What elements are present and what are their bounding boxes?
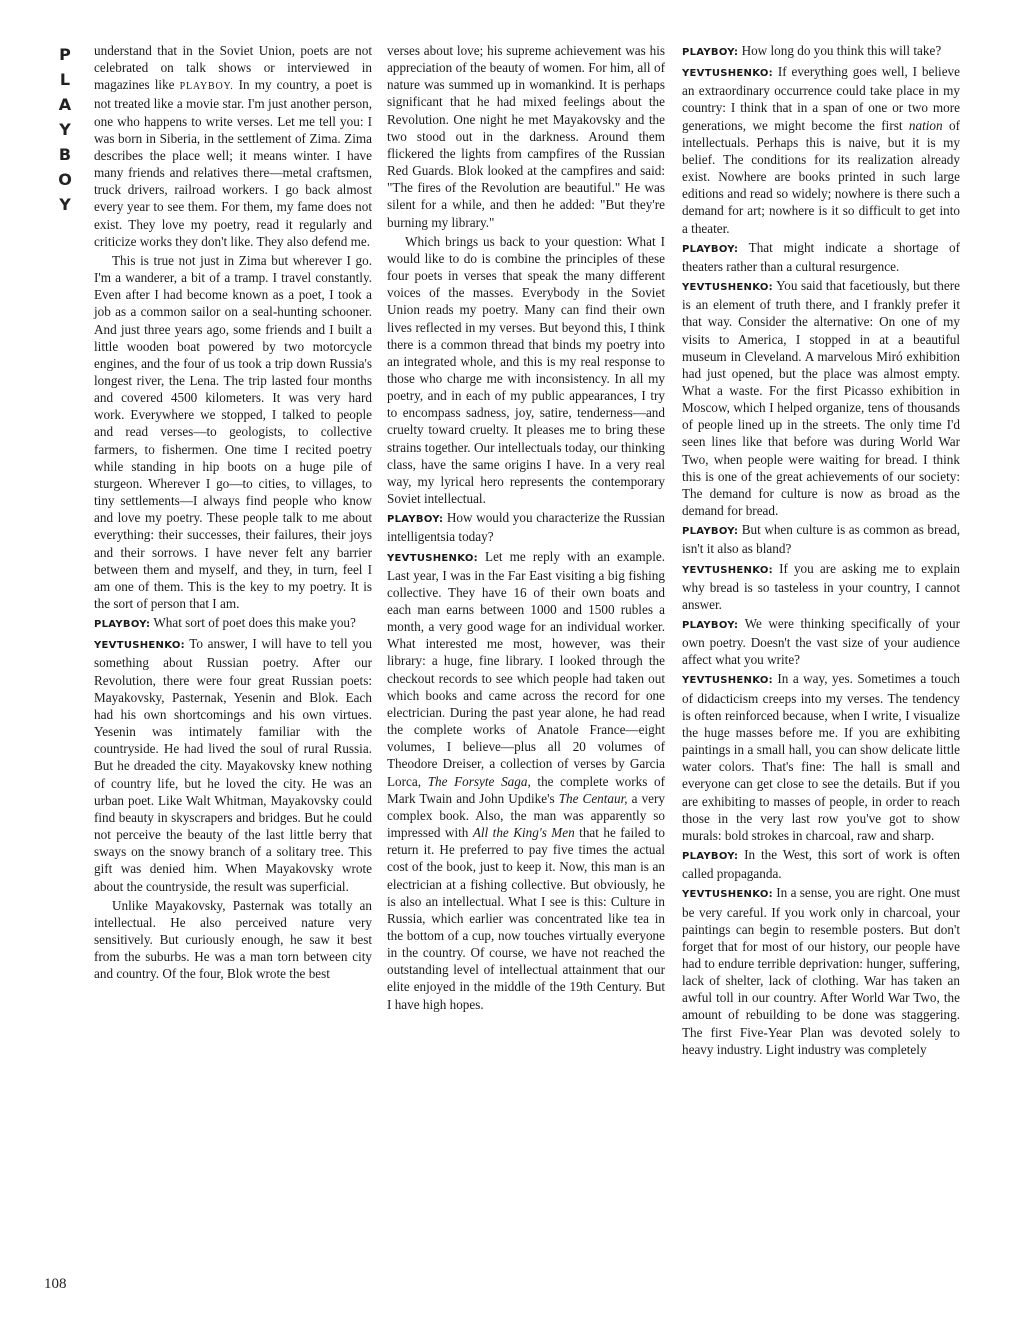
answer [682,63,960,237]
page-number: 108 [44,1276,67,1292]
answer [682,884,960,1058]
answer-text: a very complex book. Also, the man was apparently so impressed with [387,790,666,841]
question [682,521,960,557]
speaker-label: PLAYBOY: [682,243,739,255]
speaker-label: YEVTUSHENKO: [682,564,773,576]
answer [387,548,665,1013]
answer-text: If you are asking me to explain why bread is so tasteless in your country, I cannot answer. [682,560,961,612]
book-title: The Forsyte Saga, [427,773,531,789]
speaker-label: YEVTUSHENKO: [682,675,773,687]
speaker-label: YEVTUSHENKO: [94,640,185,652]
question [682,615,960,668]
logo-letter: P [59,45,71,64]
question [682,846,960,882]
answer [682,670,960,844]
answer [682,277,960,519]
logo-letter: B [58,145,72,164]
text-column-3 [682,42,960,1058]
logo-letter: Y [59,120,71,139]
speaker-label: YEVTUSHENKO: [682,68,773,80]
text-column-1 [94,42,372,982]
logo-letter: O [58,170,72,189]
speaker-label: PLAYBOY: [682,620,739,631]
text-column-2 [387,42,665,1013]
text-run: In my country, a poet is not treated like a movie star. I'm just another person, one who happens to write verses. Let me tell you: I was born in Siberia, in the settlement of Zima. Zima describes the place well; it means winter. I have many friends and relatives there—metal craftsmen, truck drivers, railroad workers. I go back almost every year to see them. For them, my fame does not exist. They love my poetry, read it regularly and criticize works they don't like. They also defend me. [94,77,373,249]
answer-text: To answer, I will have to tell you something about Russian poetry. After our Revolution, there were four great Russian poets: Mayakovsky, Pasternak, Yesenin and Blok. Each had his own shortcomings and his own virtues. Yesenin was intimately familiar with the countryside. He had lived the soul of rural Russia. But he dreaded the city. Mayakovsky knew nothing of country life, but he loved the city. He was an urban poet. Like Walt Whitman, Mayakovsky could find beauty in skyscrapers and bridges. But he could not perceive the beauty of the last little berry that sways on the snowy branch of a solitary tree. This gift was denied him. When Mayakovsky wrote about the countryside, the result was superficial. [94,636,372,894]
question-text: What sort of poet does this make you? [153,615,356,631]
speaker-label: PLAYBOY: [387,514,444,526]
answer [94,635,372,894]
emphasis: nation [908,117,943,133]
paragraph: This is true not just in Zima but wherever I go. I'm a wanderer, a bit of a tramp. I travel constantly. Even after I had become known as a poet, I took a job as a common sailor on a seal-hunting schooner. And just three years ago, some friends and I built a little wooden boat powered by two motorcycle engines, and the four of us took a trip down Russia's longest river, the Lena. The trip lasted four months and covered 4500 kilometers. It was very hard work. Everywhere we stopped, I talked to people and read verses—to geologists, to collective farmers, to fishermen. One time I recited poetry while standing in hip boots on a huge pile of sturgeon. Wherever I go—to cities, to villages, to tiny settlements—I always find people who know and love my poetry. These people talk to me about everything: their successes, their failures, their joys and their sorrows. I have never felt any barrier between them and myself, and they, in turn, feel I am one of them. This is the key to my poetry. It is the sort of person that I am. [94,252,372,611]
question [94,614,372,633]
answer-text: Let me reply with an example. Last year, I was in the Far East visiting a big fishing collective. They have 16 of their own boats and each man earns between 1000 and 1500 rubles a month, a very good wage for an individual worker. What interested me most, however, was their library: a huge, fine library. I looked through the checkout records to see which people had taken out which books and came across the record for one electrician. During the past year alone, he had read the complete works of Anatole France—eight volumes, I believe—plus all 20 volumes of Theodore Dreiser, a collection of verses by Garcia Lorca, [387,548,666,789]
speaker-label: YEVTUSHENKO: [682,889,773,901]
speaker-label: PLAYBOY: [682,526,739,538]
question [682,239,960,275]
paragraph [94,42,372,250]
answer-text: In a way, yes. Sometimes a touch of didacticism creeps into my verses. The tendency is often reinforced because, when I write, I visualize the huge masses before me. If you are exhibiting paintings in a small hall, you can show delicate little water colors. That's fine: The hall is small and everyone can get close to see the details. But if you are exhibiting to masses of people, in order to reach those in the very last row you've got to show murals: bold strokes in charcoal, raw and sharp. [682,671,960,843]
speaker-label: PLAYBOY: [682,47,739,58]
answer-text: If everything goes well, I believe an extraordinary occurrence could take place in my country: I think that in a span of one or two more generations, we might become the first [682,64,960,133]
speaker-label: PLAYBOY: [682,851,739,863]
logo-letter: L [59,70,71,89]
book-title: The Centaur, [558,790,628,806]
paragraph: Which brings us back to your question: What I would like to do is combine the principles of these four poets in verses that speak the many different voices of the masses. Everybody in the Soviet Union reads my poetry. Many can find their own lives reflected in my verses. But beyond this, I think there is a common thread that binds my poetry into an integrated whole, and this is my real response to those who charge me with inconsistency. In all my poetry, and in each of my public appearances, I try to encompass sadness, joy, satire, tenderness—and cruelty toward cruelty. It pleases me to bring these strains together. Our intellectuals today, our thinking class, have the same origins I have. In a very real way, my lyrical hero represents the contemporary Soviet intellectual. [387,233,665,507]
answer-text: that he failed to return it. He preferred to pay five times the actual cost of the book, just to keep it. Now, this man is an electrician at a fishing collective. But obviously, he is also an intellectual. What I see is this: Culture in Russia, which earlier was concentrated like tea in the bottom of a cup, now touches virtually everyone in the country. Of course, we have not reached the outstanding level of intellectual attainment that our elite enjoyed in the middle of the 19th Century. But I have high hopes. [387,825,666,1012]
question-text: How would you characterize the Russian intelligentsia today? [387,510,666,545]
playboy-vertical-logo [52,42,78,217]
paragraph: verses about love; his supreme achievement was his appreciation of the beauty of women. For him, all of nature was summed up in womankind. It is perhaps significant that he had mixed feelings about the Revolution. One night he met Mayakovsky and the two stood out in the darkness. Around them flickered the lights from campfires of the Russian Red Guards. Blok looked at the campfires and said: "The fires of the Revolution are beautiful." He was silent for a while, and then he added: "But they're burning my library." [387,43,665,230]
logo-letter: Y [59,195,71,214]
answer [682,560,960,613]
answer-text: the complete works of Mark Twain and John Updike's [387,773,666,806]
question [387,509,665,545]
question-text: But when culture is as common as bread, isn't it also as bland? [682,522,960,557]
answer-text: You said that facetiously, but there is an element of truth there, and I frankly prefer it that way. Consider the alternative: On one of my visits to America, I stopped in at a beautiful museum in Cleveland. A marvelous Miró exhibition had just opened, but the place was almost empty. What a waste. For the first Picasso exhibition in Moscow, which I helped organize, tens of thousands of people lined up in the streets. The only time I'd seen lines like that before was during World War Two, when people were waiting for bread. I think this is one of the great achievements of our society: The demand for culture is now as broad as the demand for bread. [682,278,960,519]
speaker-label: YEVTUSHENKO: [387,552,478,564]
question-text: We were thinking specifically of your own poetry. Doesn't the vast size of your audience affect what you write? [682,616,960,668]
magazine-name: PLAYBOY. [179,81,234,93]
book-title: All the King's Men [472,825,575,841]
question-text: How long do you think this will take? [741,43,942,58]
answer-text: In a sense, you are right. One must be very careful. If you work only in charcoal, your paintings can begin to resemble posters. But don't forget that for most of our history, our people have had to endure terrible deprivation: hunger, suffering, lack of shelter, lack of clothing. War has taken an awful toll in our country. After World War Two, the amount of rebuilding to be done was staggering. The first Five-Year Plan was devoted solely to heavy industry. Light industry was completely [682,885,961,1057]
speaker-label: PLAYBOY: [94,619,151,631]
text-run: understand that in the Soviet Union, poets are not celebrated on talk shows or interviewed in magazines like [94,43,372,93]
speaker-label: YEVTUSHENKO: [682,282,773,294]
paragraph: Unlike Mayakovsky, Pasternak was totally an intellectual. He also perceived nature very sensitively. But curiously enough, he saw it best from the suburbs. He was a man torn between city and country. Of the four, Blok wrote the best [94,897,372,982]
question-text: That might indicate a shortage of theaters rather than a cultural resurgence. [682,239,960,274]
answer-text: of intellectuals. Perhaps this is naive, but it is my belief. The conditions for its realization already exist. Nowhere are books printed in such large editions and read so widely; nowhere is there such a demand for art; nowhere is it so difficult to get into a theater. [682,117,961,236]
question-text: In the West, this sort of work is often called propaganda. [682,847,960,882]
logo-letter: A [58,95,72,114]
question [682,42,960,61]
